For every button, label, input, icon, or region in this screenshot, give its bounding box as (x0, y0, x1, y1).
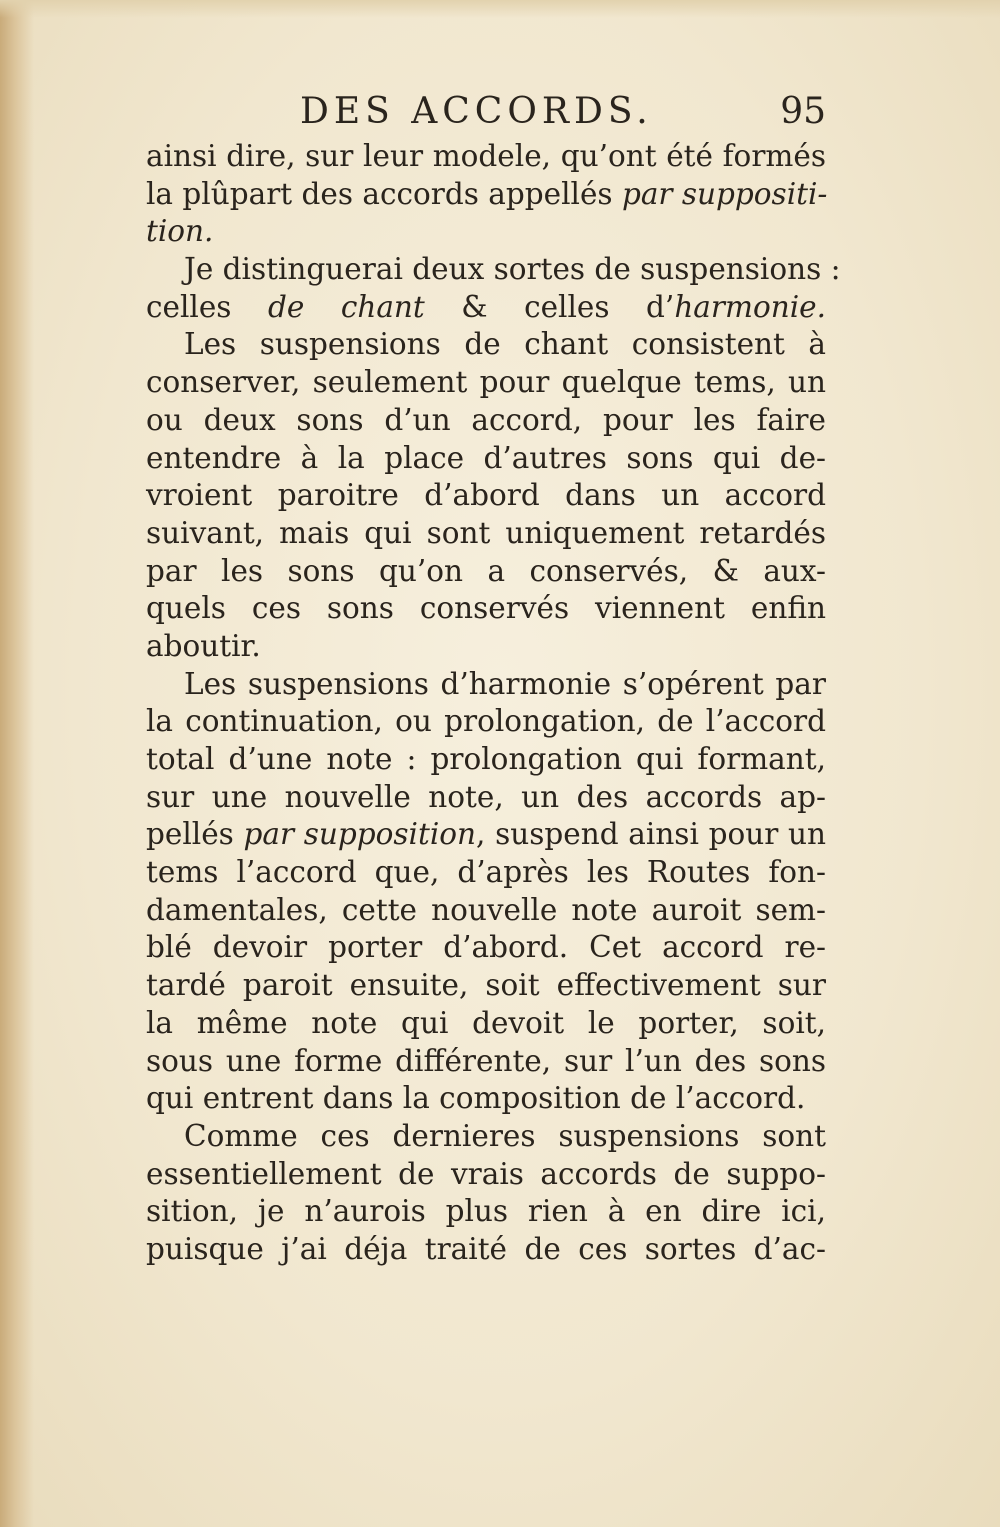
text-line (146, 816, 826, 854)
text-run: Les suspensions de chant consistent à (184, 327, 826, 362)
text-line (146, 553, 826, 591)
text-line (146, 967, 826, 1005)
text-run: & celles d’ (424, 289, 675, 324)
text-run: essentiellement de vrais accords de suppo- (146, 1156, 826, 1191)
text-run: tardé paroit ensuite, soit effectivement sur (146, 968, 826, 1003)
text-run: suivant, mais qui sont uniquement retardés (146, 515, 826, 550)
text-run: blé devoir porter d’abord. Cet accord re- (146, 930, 826, 965)
text-line (146, 251, 841, 289)
text-line (146, 289, 826, 327)
text-run: vroient paroitre d’abord dans un accord (146, 478, 826, 513)
italic-phrase: tion. (146, 214, 214, 249)
text-line (146, 1005, 826, 1043)
text-run: Je distinguerai deux sortes de suspensions : (184, 252, 841, 287)
text-line (146, 176, 826, 214)
text-run: aboutir. (146, 628, 261, 663)
text-run: pellés (146, 817, 244, 852)
text-run: damentales, cette nouvelle note auroit sem- (146, 892, 826, 927)
text-run: qui entrent dans la composition de l’accord. (146, 1081, 806, 1116)
italic-phrase: harmonie. (674, 289, 827, 324)
text-line (146, 1043, 826, 1081)
text-run: par les sons qu’on a conservés, & aux- (146, 553, 826, 588)
text-line (146, 628, 826, 666)
text-line (146, 590, 826, 628)
text-run: puisque j’ai déja traité de ces sortes d’ac- (146, 1231, 826, 1266)
text-run: tems l’accord que, d’après les Routes fon- (146, 855, 826, 890)
text-run: ou deux sons d’un accord, pour les faire (146, 402, 826, 437)
text-line (146, 1118, 826, 1156)
text-line (146, 440, 826, 478)
text-line (146, 326, 826, 364)
running-title: DES ACCORDS. (300, 91, 653, 132)
text-run: sition, je n’aurois plus rien à en dire ici, (146, 1194, 826, 1229)
text-line (146, 138, 826, 176)
text-run: la plûpart des accords appellés (146, 176, 622, 211)
text-run: total d’une note : prolongation qui formant, (146, 742, 826, 776)
text-line (146, 929, 826, 967)
italic-phrase: par supposition (243, 817, 477, 852)
text-line (146, 854, 826, 892)
text-run: la même note qui devoit le porter, soit, (146, 1005, 826, 1040)
text-line (146, 1156, 826, 1194)
text-line (146, 892, 826, 930)
italic-phrase: de chant (267, 289, 425, 324)
text-line (146, 402, 826, 440)
text-run: Les suspensions d’harmonie s’opérent par (184, 666, 826, 701)
text-line (146, 703, 826, 741)
text-run: , suspend ainsi pour un (476, 817, 826, 852)
text-line (146, 1080, 826, 1118)
text-block (146, 86, 841, 1269)
text-line (146, 779, 826, 817)
body-text (146, 138, 841, 1269)
text-line (146, 666, 826, 704)
text-line (146, 741, 826, 779)
text-run: ainsi dire, sur leur modele, qu’ont été formés (146, 139, 826, 173)
text-run: sous une forme différente, sur l’un des sons (146, 1043, 826, 1078)
page-top-shading (0, 0, 1000, 18)
text-line (146, 1231, 826, 1269)
text-run: Comme ces dernieres suspensions sont (184, 1118, 826, 1153)
page-edge-shadow (0, 0, 34, 1527)
text-run: entendre à la place d’autres sons qui de- (146, 440, 826, 475)
text-run: la continuation, ou prolongation, de l’accord (146, 704, 826, 739)
text-run: sur une nouvelle note, un des accords ap- (146, 779, 826, 814)
page-number: 95 (780, 91, 826, 132)
text-line (146, 1193, 826, 1231)
text-line (146, 477, 826, 515)
text-line (146, 364, 826, 402)
italic-phrase: par suppositi- (621, 176, 828, 211)
text-run: conserver, seulement pour quelque tems, un (146, 365, 826, 400)
text-line (146, 515, 826, 553)
running-head (146, 86, 826, 138)
text-run: celles (146, 289, 268, 324)
text-line (146, 213, 826, 251)
text-run: quels ces sons conservés viennent enfin (146, 591, 826, 626)
